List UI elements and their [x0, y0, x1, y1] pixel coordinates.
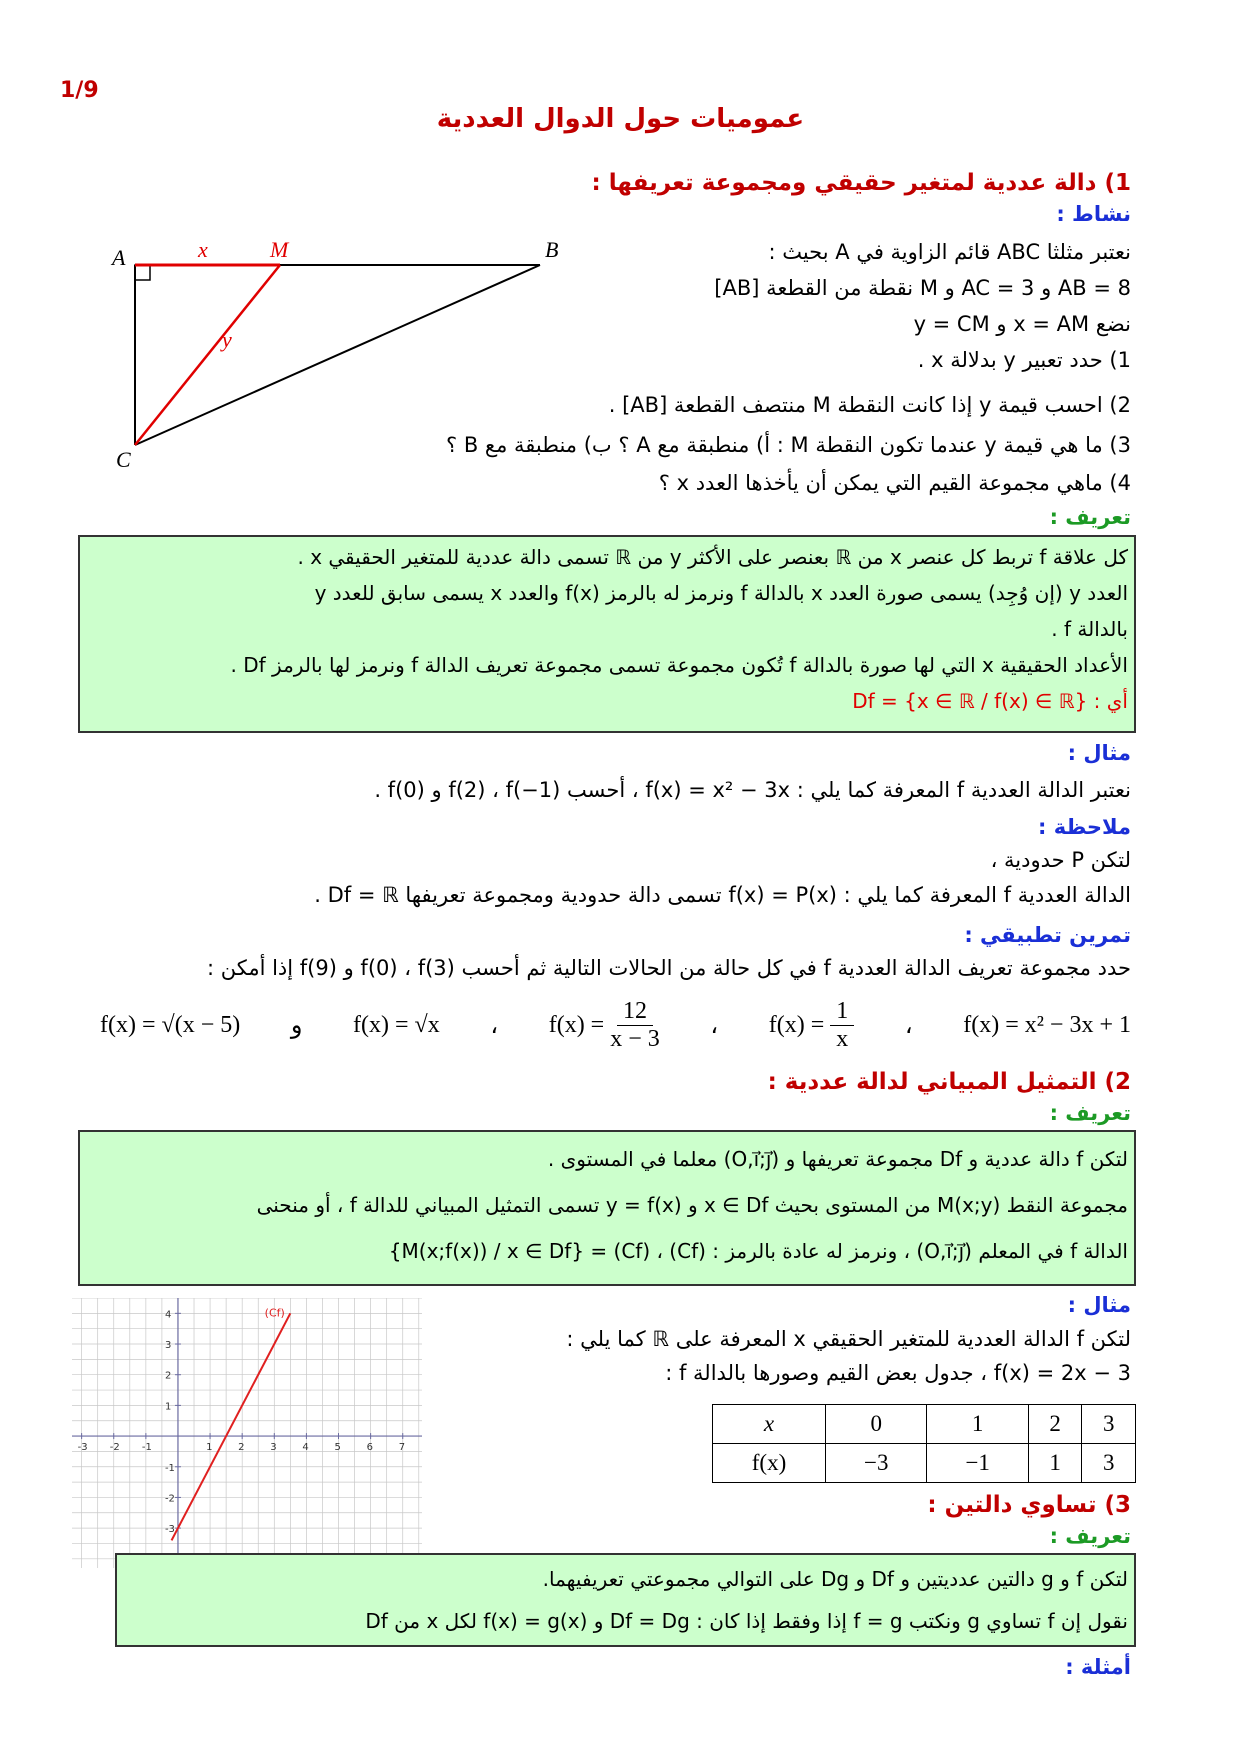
- table-head-fx: f(x): [713, 1444, 826, 1483]
- label-x: x: [198, 237, 208, 262]
- label-C: C: [116, 447, 131, 472]
- x-tick-label: 3: [270, 1442, 277, 1454]
- label-M: M: [270, 237, 289, 262]
- y-tick-label: 3: [164, 1340, 172, 1352]
- exercise-text: حدد مجموعة تعريف الدالة العددية f في كل حالة من الحالات التالية ثم أحسب f(0) ، f(3) و f(9) إذا أمكن :: [206, 956, 1131, 980]
- note-line-2: الدالة العددية f المعرفة كما يلي : f(x) = P(x) تسمى دالة حدودية ومجموعة تعريفها Df = ℝ .: [314, 883, 1131, 907]
- x-tick-label: -1: [141, 1442, 152, 1454]
- table-cell: 1: [1028, 1444, 1082, 1483]
- definition-1-line-2: العدد y (إن وُجِد) يسمى صورة العدد x بالدالة f ونرمز له بالرمز f(x) والعدد x يسمى سابق للعدد y: [314, 581, 1128, 605]
- case-1: f(x) = x² − 3x + 1: [963, 1011, 1131, 1038]
- page-title: عموميات حول الدوال العددية: [436, 104, 805, 134]
- label-y: y: [222, 327, 232, 352]
- definition-2-line-3: الدالة f في المعلم (O,i⃗;j⃗) ، ونرمز له عادة بالرمز : (Cf) ، (Cf) = {M(x;f(x)) / x ∈ Df}: [388, 1239, 1128, 1263]
- note-line-1: لتكن P حدودية ،: [990, 848, 1131, 872]
- page-number: 1/9: [60, 78, 99, 103]
- example-2-line-2: f(x) = 2x − 3 ، جدول بعض القيم وصورها بالدالة f :: [665, 1361, 1131, 1385]
- label-B: B: [545, 237, 559, 262]
- y-tick-label: 2: [164, 1370, 172, 1382]
- case-3: [549, 998, 660, 1053]
- separator: ،: [904, 1012, 913, 1039]
- values-table: [712, 1404, 1136, 1483]
- triangle-figure: [110, 235, 570, 475]
- case-4: f(x) = √x: [353, 1011, 440, 1038]
- table-row: [713, 1444, 1136, 1483]
- case-3-num: 12: [617, 998, 653, 1026]
- separator: ،: [490, 1012, 499, 1039]
- y-tick-label: -2: [164, 1493, 175, 1505]
- table-cell: 2: [1028, 1405, 1082, 1444]
- separator: و: [290, 1012, 303, 1039]
- case-5: f(x) = √(x − 5): [100, 1011, 241, 1038]
- activity-label: نشاط :: [1056, 202, 1131, 226]
- section-1-heading: 1) دالة عددية لمتغير حقيقي ومجموعة تعريفها :: [591, 170, 1131, 196]
- example-2-text: [511, 1322, 1131, 1390]
- examples-label: أمثلة :: [1065, 1655, 1131, 1679]
- y-tick-label: -1: [164, 1462, 175, 1474]
- activity-line-3: نضع x = AM و y = CM: [913, 312, 1131, 336]
- definition-1-line-4: الأعداد الحقيقية x التي لها صورة بالدالة f تُكون مجموعة تسمى مجموعة تعريف الدالة f ونرمز لها بالرمز Df .: [230, 653, 1128, 677]
- exercise-label: تمرين تطبيقي :: [964, 923, 1131, 947]
- example-label-1: مثال :: [1067, 741, 1131, 765]
- case-2-lhs: f(x) =: [768, 1011, 825, 1038]
- x-tick-label: 6: [366, 1442, 373, 1454]
- question-4: 4) ماهي مجموعة القيم التي يمكن أن يأخذها العدد x ؟: [658, 471, 1131, 495]
- definition-box-3: [115, 1553, 1136, 1647]
- exercise-cases: [100, 990, 1131, 1060]
- x-tick-label: 4: [302, 1442, 309, 1454]
- separator: ،: [710, 1012, 719, 1039]
- example-label-2: مثال :: [1067, 1293, 1131, 1317]
- definition-1-line-1: كل علاقة f تربط كل عنصر x من ℝ بعنصر على الأكثر y من ℝ تسمى دالة عددية للمتغير الحقيقي x .: [297, 545, 1128, 569]
- table-cell: −1: [927, 1444, 1028, 1483]
- table-cell: 3: [1082, 1444, 1136, 1483]
- question-3: 3) ما هي قيمة y عندما تكون النقطة M : أ) منطبقة مع A ؟ ب) منطبقة مع B ؟: [446, 433, 1131, 457]
- definition-label-1: تعريف :: [1049, 505, 1131, 529]
- definition-3-line-1: لتكن f و g دالتين عدديتين و Df و Dg على التوالي مجموعتي تعريفيهما.: [542, 1567, 1128, 1591]
- case-2: [769, 998, 855, 1053]
- definition-3-line-2: نقول إن f تساوي g ونكتب f = g إذا وفقط إذا كان : Df = Dg و f(x) = g(x) لكل x من Df: [365, 1609, 1128, 1633]
- activity-text: [611, 234, 1131, 378]
- table-cell: −3: [826, 1444, 927, 1483]
- y-tick-label: 1: [164, 1401, 172, 1413]
- case-3-lhs: f(x) =: [548, 1011, 605, 1038]
- y-tick-label: -3: [164, 1524, 175, 1536]
- definition-2-line-2: مجموعة النقط M(x;y) من المستوى بحيث x ∈ Df و y = f(x) تسمى التمثيل المبياني للدالة f ، أو منحنى: [256, 1193, 1128, 1217]
- activity-line-2: AB = 8 و AC = 3 و M نقطة من القطعة [AB]: [714, 276, 1131, 300]
- definition-label-2: تعريف :: [1049, 1101, 1131, 1125]
- curve-label: (Cf): [264, 1306, 285, 1320]
- section-3-heading: 3) تساوي دالتين :: [927, 1492, 1131, 1518]
- example-2-line-1: لتكن f الدالة العددية للمتغير الحقيقي x المعرفة على ℝ كما يلي :: [566, 1327, 1131, 1351]
- x-tick-label: 7: [398, 1442, 406, 1454]
- table-head-x: x: [713, 1405, 826, 1444]
- x-tick-label: -3: [77, 1442, 88, 1454]
- definition-box-1: [78, 535, 1136, 733]
- x-tick-label: 5: [334, 1442, 341, 1454]
- activity-line-1: نعتبر مثلثا ABC قائم الزاوية في A بحيث :: [768, 240, 1131, 264]
- definition-1-line-5: أي : Df = {x ∈ ℝ / f(x) ∈ ℝ}: [852, 689, 1128, 713]
- definition-2-line-1: لتكن f دالة عددية و Df مجموعة تعريفها و (O,i⃗;j⃗) معلما في المستوى .: [547, 1147, 1128, 1171]
- table-cell: 1: [927, 1405, 1028, 1444]
- example-1-text: نعتبر الدالة العددية f المعرفة كما يلي : f(x) = x² − 3x ، أحسب f(2) ، f(−1) و f(0) .: [374, 778, 1131, 802]
- case-3-den: x − 3: [610, 1025, 660, 1052]
- label-A: A: [112, 245, 126, 270]
- definition-1-line-3: بالدالة f .: [1051, 617, 1128, 641]
- case-2-den: x: [836, 1025, 849, 1052]
- table-row: [713, 1405, 1136, 1444]
- definition-box-2: [78, 1130, 1136, 1286]
- section-2-heading: 2) التمثيل المبياني لدالة عددية :: [767, 1069, 1131, 1095]
- table-cell: 0: [826, 1405, 927, 1444]
- case-2-num: 1: [830, 998, 854, 1026]
- x-tick-label: 2: [238, 1442, 245, 1454]
- y-tick-label: 4: [164, 1309, 172, 1321]
- x-tick-label: -2: [109, 1442, 120, 1454]
- definition-label-3: تعريف :: [1049, 1524, 1131, 1548]
- table-cell: 3: [1082, 1405, 1136, 1444]
- question-1: 1) حدد تعبير y بدلالة x .: [917, 348, 1131, 372]
- question-2: 2) احسب قيمة y إذا كانت النقطة M منتصف القطعة [AB] .: [608, 393, 1131, 417]
- x-tick-label: 1: [206, 1442, 213, 1454]
- note-label: ملاحظة :: [1038, 815, 1131, 839]
